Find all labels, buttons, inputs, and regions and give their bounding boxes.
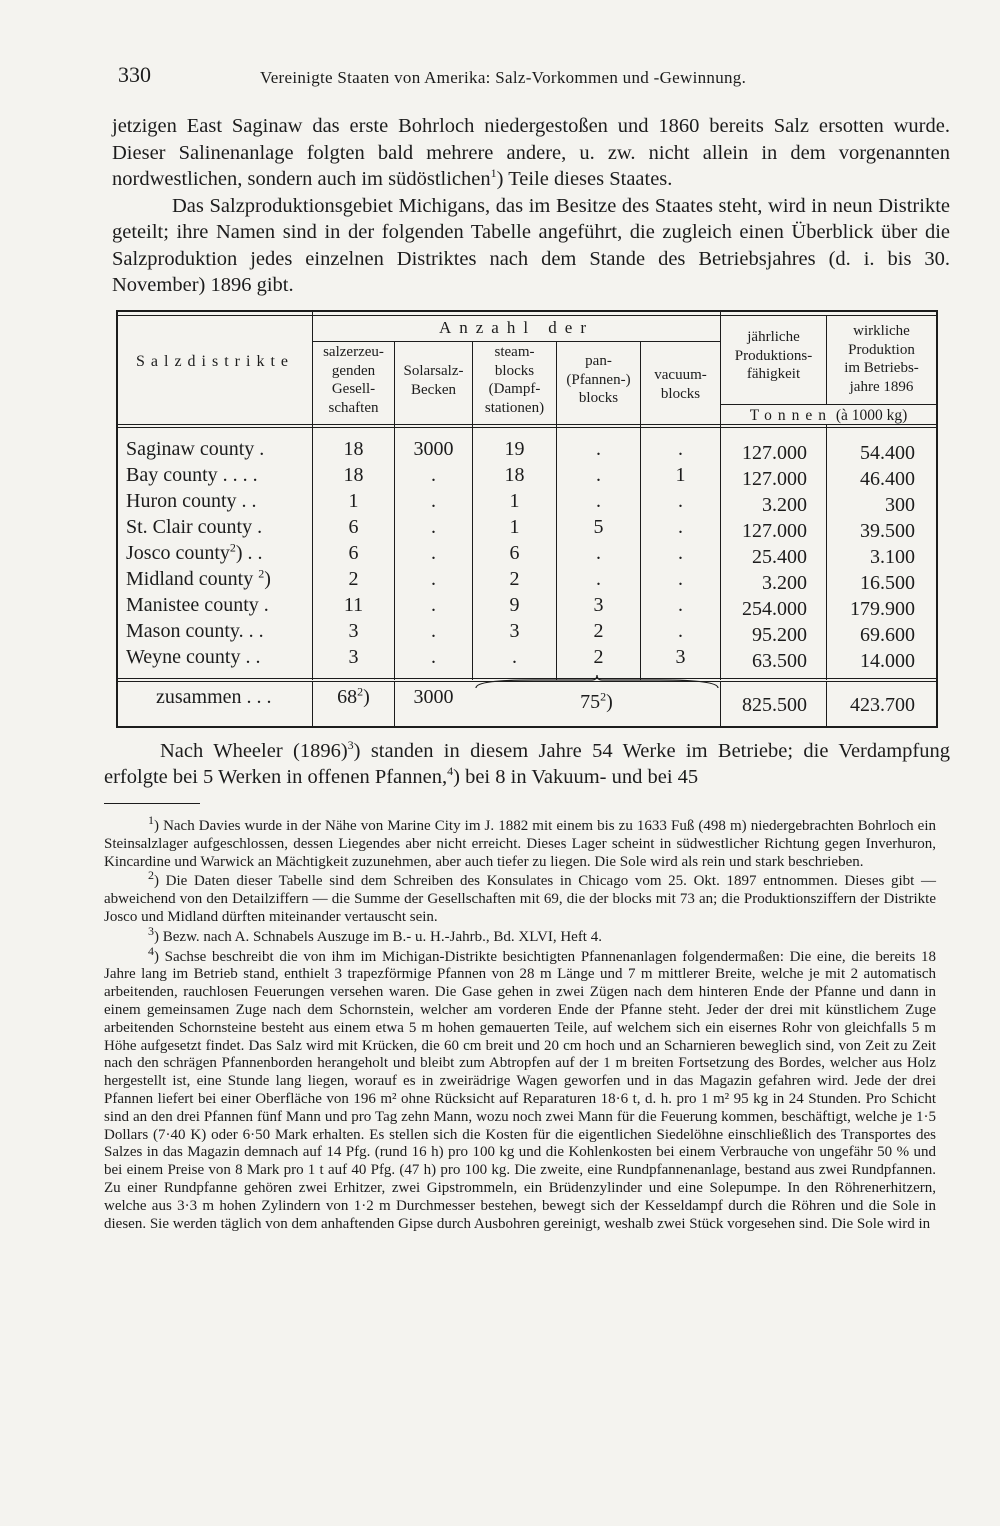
table-cell-pan: . <box>596 490 601 512</box>
col-header-solar: Solarsalz- Becken <box>403 363 464 398</box>
unit-row-rule <box>720 404 936 405</box>
table-cell-pan: 5 <box>593 516 604 538</box>
table-cell-prod: 3.100 <box>870 546 915 568</box>
table-top-rule-2 <box>116 315 938 316</box>
table-cell-ges: 2 <box>348 568 359 590</box>
table-cell-ges: 3 <box>348 646 359 668</box>
col-header-companies: salzerzeu- genden Gesell- schaften <box>323 344 384 416</box>
table-cell-solar: . <box>431 594 436 616</box>
group-header-count: Anzahl der <box>438 318 595 337</box>
row-district-label: Josco county$^2$) . . <box>126 540 263 564</box>
table-cell-pan: 2 <box>593 620 604 642</box>
table-cell-cap: 3.200 <box>762 572 807 594</box>
total-blocks: $75^2$) <box>580 689 613 713</box>
table-cell-pan: . <box>596 542 601 564</box>
table-cell-vac: . <box>678 594 683 616</box>
footnote-2: $^2$) Die Daten dieser Tabelle sind dem Schreiben des Konsulates in Chicago vom 25. Okt. 1897 entnommen. Dieses gibt — abweichend von den Detailziffern — die Summe der Gesellschaften mit 69, die der blocks mit 73 an; die Produktionsziffern der Distrikte Josco und Midland dürften miteinander vertauscht sein. <box>104 868 936 925</box>
table-cell-steam: . <box>512 646 517 668</box>
table-cell-steam: 2 <box>509 568 520 590</box>
table-cell-cap: 127.000 <box>742 468 807 490</box>
table-cell-prod: 69.600 <box>860 624 915 646</box>
footnote-3: $^3$) Bezw. nach A. Schnabels Auszuge im B.- u. H.-Jahrb., Bd. XLVI, Heft 4. <box>148 923 602 945</box>
table-cell-ges: 1 <box>348 490 359 512</box>
table-cell-vac: 3 <box>675 646 686 668</box>
col-header-capacity: jährliche Produktions- fähigkeit <box>734 329 813 382</box>
total-label: zusammen . . . <box>156 686 272 708</box>
after-table-text <box>104 738 950 790</box>
table-cell-cap: 127.000 <box>742 442 807 464</box>
table-cell-vac: . <box>678 620 683 642</box>
col-header-district: Salzdistrikte <box>136 353 294 370</box>
row-district-label: Weyne county . . <box>126 646 261 668</box>
table-cell-prod: 179.900 <box>850 598 915 620</box>
table-cell-ges: 6 <box>348 542 359 564</box>
table-left-border <box>116 310 118 728</box>
table-cell-prod: 16.500 <box>860 572 915 594</box>
row-district-label: Bay county . . . . <box>126 464 258 486</box>
page-header <box>118 62 948 92</box>
col-header-production: wirkliche Produktion im Betriebs- jahre 1896 <box>844 323 919 395</box>
row-district-label: Huron county . . <box>126 490 257 512</box>
table-cell-solar: . <box>431 646 436 668</box>
total-capacity: 825.500 <box>742 694 807 716</box>
table-cell-steam: 1 <box>509 516 520 538</box>
footnote-1: $^1$) Nach Davies wurde in der Nähe von Marine City im J. 1882 mit einem bis zu 1633 Fuß (498 m) niedergebrachten Bohrloch ein Steinsalzlager aufgeschlossen, dessen Liegendes aber nicht erreicht. Dieses Lager scheint in südwestlicher Richtung gegen Inverhuron, Kincardine und Warwick an Mächtigkeit zuzunehmen, aber auch tiefer zu liegen. Die Sole wird als rein und stark beschrieben. <box>104 813 936 870</box>
table-cell-pan: . <box>596 464 601 486</box>
table-cell-cap: 95.200 <box>752 624 807 646</box>
total-solar: 3000 <box>413 686 454 708</box>
table-cell-vac: . <box>678 490 683 512</box>
table-cell-ges: 3 <box>348 620 359 642</box>
table-cell-pan: . <box>596 568 601 590</box>
table-top-rule <box>116 310 938 312</box>
table-cell-ges: 11 <box>343 594 364 616</box>
col-header-steam: steam- blocks (Dampf- stationen) <box>484 344 545 416</box>
group-header-rule <box>312 341 720 342</box>
table-cell-vac: . <box>678 438 683 460</box>
row-district-label: St. Clair county . <box>126 516 263 538</box>
table-cell-solar: . <box>431 542 436 564</box>
total-production: 423.700 <box>850 694 915 716</box>
footnotes <box>104 813 936 1233</box>
table-cell-vac: . <box>678 516 683 538</box>
table-cell-solar: . <box>431 490 436 512</box>
table-cell-steam: 1 <box>509 490 520 512</box>
table-cell-pan: 2 <box>593 646 604 668</box>
table-cell-solar: . <box>431 516 436 538</box>
table-cell-vac: . <box>678 542 683 564</box>
page-number: 330 <box>118 62 151 87</box>
table-cell-pan: 3 <box>593 594 604 616</box>
table-right-border <box>936 310 938 728</box>
unit-row: Tonnen (à 1000 kg) <box>749 407 908 424</box>
table-cell-prod: 300 <box>885 494 915 516</box>
footnote-4: $^4$) Sachse beschreibt die von ihm im Michigan-Distrikte besichtigten Pfannenanlagen folgendermaßen: Die eine, die bereits 18 Jahre lang im Betrieb stand, enthielt 3 trapezförmige Pfannen von 28 m Länge und 7 m mittlerer Breite, welche je mit 2 automatisch arbeitenden, rauchlosen Feuerungen versehen waren. Die Gase gehen in zwei Zügen nach dem hinteren Ende der Pfanne und dann in einem gemeinsamen Zuge nach dem Schornstein, welcher am vorderen Ende der Pfanne steht. Jeder der drei mit künstlichem Zuge arbeitenden Schornsteine besteht aus einem etwa 5 m hohen gemauerten Teile, auf welchem sich ein eisernes Rohr von gleichfalls 5 m Höhe aufgesetzt findet. Das Salz wird mit Krücken, die 60 cm breit und 20 cm hoch und an Scharnieren beweglich sind, von Zeit zu Zeit nach den schrägen Pfannenborden herangeholt und bleibt zum Abtropfen auf der 1 m breiten Fortsetzung des Bordes, welcher aus Holz hergestellt ist, eine Stunde lang liegen, worauf es in zweirädrige Wagen geworfen und in das Magazin gefahren wird. Jede der drei Pfannen liefert bei einer Oberfläche von 196 m² ohne Rücksicht auf Reparaturen 18·6 t, d. h. pro 1 m² 95 kg in 24 Stunden. Pro Schicht sind an den drei Pfannen fünf Mann und pro Tag zehn Mann, wozu noch zwei Mann für die Feuerung kommen, beschäftigt, welche je 1·5 Dollars (7·40 K) oder 6·50 Mark erhalten. Es stellen sich die Kosten für die eigentlichen Siedelöhne einschließlich des Transportes des Salzes in das Magazin demnach auf 14 Pfg. (rund 16 h) pro 100 kg und die Kohlenkosten bei einem Verbrauche von ungefähr 50 % und bei einem Preise von 8 Mark pro 1 t auf 40 Pfg. (47 h) pro 100 kg. Die zweite, eine Rundpfannenanlage, bestand aus zwei Rundpfannen. Zu einer Rundpfanne gehören zwei Erhitzer, zwei Gipstrommeln, ein Brüdenzylinder und eine Solepumpe. In den Röhrenerhitzern, welche aus 3·3 m hohen Zylindern von 1·2 m Durchmesser bestehen, bewegt sich der Kesseldampf durch die Röhren und die Sole in diesen. Sie werden täglich von dem anhaftenden Gipse durch Ausbohren gereinigt, weshalb zwei Stück vorgesehen sind. Die Sole wird in <box>104 943 936 1232</box>
table-cell-cap: 25.400 <box>752 546 807 568</box>
table-cell-cap: 127.000 <box>742 520 807 542</box>
table-cell-solar: 3000 <box>413 438 454 460</box>
intro-paragraph-1: jetzigen East Saginaw das erste Bohrloch niedergestoßen und 1860 bereits Salz ersotten wurde. Dieser Salinenanlage folgten bald mehrere andere, u. zw. nicht allein in dem vorgenannten nordwestlichen, sondern auch im südöstlichen$^1$) Teile dieses Staates. <box>112 115 950 190</box>
table-cell-cap: 63.500 <box>752 650 807 672</box>
intro-text <box>112 113 950 299</box>
intro-paragraph-2: Das Salzproduktionsgebiet Michigans, das im Besitze des Staates steht, wird in neun Distrikte geteilt; ihre Namen sind in der folgenden Tabelle angeführt, die zugleich einen Überblick über die Salzproduktion jedes einzelnen Distriktes nach dem Stande des Betriebsjahres (d. i. bis 30. November) 1896 gibt. <box>112 194 950 296</box>
table-cell-prod: 39.500 <box>860 520 915 542</box>
table-cell-cap: 3.200 <box>762 494 807 516</box>
col-header-pan: pan- (Pfannen-) blocks <box>566 353 631 406</box>
running-title: Vereinigte Staaten von Amerika: Salz-Vorkommen und -Gewinnung. <box>260 68 747 87</box>
table-cell-steam: 3 <box>509 620 520 642</box>
table-cell-solar: . <box>431 620 436 642</box>
col-header-vacuum: vacuum- blocks <box>654 367 707 402</box>
table-cell-vac: 1 <box>675 464 686 486</box>
table-cell-ges: 6 <box>348 516 359 538</box>
table-cell-prod: 46.400 <box>860 468 915 490</box>
table-cell-ges: 18 <box>343 438 364 460</box>
row-district-label: Mason county. . . <box>126 620 264 642</box>
table-cell-prod: 54.400 <box>860 442 915 464</box>
row-district-label: Manistee county . <box>126 594 269 616</box>
table-cell-steam: 9 <box>509 594 520 616</box>
table-cell-steam: 19 <box>504 438 525 460</box>
header-bottom-rule-2 <box>116 427 938 428</box>
salt-production-table <box>104 310 938 730</box>
table-cell-prod: 14.000 <box>860 650 915 672</box>
after-paragraph: Nach Wheeler $(1896)^3$) standen in diesem Jahre 54 Werke im Betriebe; die Verdampfung erfolgte bei 5 Werken in offenen Pfannen,$^4$) bei 8 in Vakuum- und bei 45 <box>104 738 950 788</box>
footnote-rule <box>104 803 200 804</box>
table-bottom-rule <box>116 726 938 728</box>
table-cell-pan: . <box>596 438 601 460</box>
table-cell-vac: . <box>678 568 683 590</box>
table-cell-ges: 18 <box>343 464 364 486</box>
table-cell-steam: 6 <box>509 542 520 564</box>
table-cell-solar: . <box>431 568 436 590</box>
table-cell-cap: 254.000 <box>742 598 807 620</box>
row-district-label: Midland county $^2$) <box>126 566 271 590</box>
table-cell-solar: . <box>431 464 436 486</box>
row-district-label: Saginaw county . <box>126 438 265 460</box>
total-companies: $68^2$) <box>337 684 370 708</box>
table-cell-steam: 18 <box>504 464 525 486</box>
blocks-brace <box>474 674 720 690</box>
